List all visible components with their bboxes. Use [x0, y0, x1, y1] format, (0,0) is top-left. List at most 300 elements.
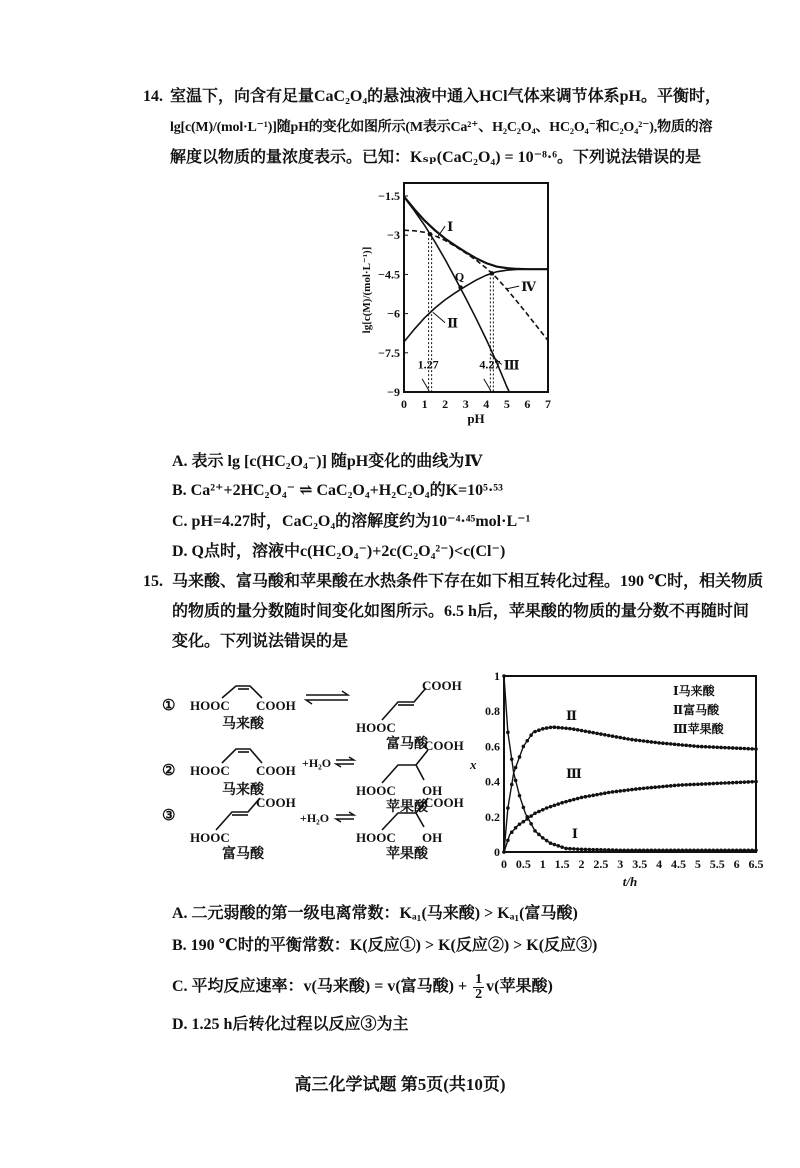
data-point — [723, 781, 727, 785]
data-point — [646, 786, 650, 790]
data-point — [692, 783, 696, 787]
data-point — [657, 741, 661, 745]
reaction-number: ③ — [162, 808, 176, 824]
data-point — [712, 782, 716, 786]
data-point — [642, 848, 646, 852]
data-point — [568, 847, 572, 851]
data-point — [607, 734, 611, 738]
data-point — [510, 783, 514, 787]
q15-option-d[interactable]: D. 1.25 h后转化过程以反应③为主 — [172, 1016, 409, 1033]
x-tick-label: 6.5 — [748, 857, 764, 871]
data-point — [688, 744, 692, 748]
data-point — [719, 746, 723, 750]
equilibrium-arrow-icon — [306, 691, 348, 704]
x-tick-label: 7 — [545, 397, 551, 411]
data-point — [576, 847, 580, 851]
point-q-label: Q — [454, 269, 465, 284]
annotation-label: 1.27 — [417, 357, 439, 372]
series-label-Ⅲ: Ⅲ — [566, 766, 582, 782]
data-point — [669, 848, 673, 852]
data-point — [735, 848, 739, 852]
x-tick-label: 1.5 — [554, 857, 570, 871]
group-label: HOOC — [356, 783, 396, 798]
data-point — [746, 780, 750, 784]
data-point — [595, 793, 599, 797]
data-point — [696, 782, 700, 786]
fraction-one-half — [473, 973, 484, 1002]
data-point — [677, 743, 681, 747]
data-point — [611, 790, 615, 794]
data-point — [746, 848, 750, 852]
data-point — [661, 741, 665, 745]
data-point — [572, 798, 576, 802]
equilibrium-arrow-icon — [336, 757, 354, 767]
data-point — [704, 782, 708, 786]
data-point — [518, 755, 522, 759]
y-tick-label: −3 — [387, 228, 400, 243]
x-tick-label: 4 — [656, 857, 663, 871]
data-point — [553, 725, 557, 729]
data-point — [603, 848, 607, 852]
data-point — [506, 806, 510, 810]
x-tick-label: 5.5 — [709, 857, 725, 871]
data-point — [750, 747, 754, 751]
intersection-point — [490, 271, 494, 275]
data-point — [584, 795, 588, 799]
data-point — [522, 806, 526, 810]
data-point — [669, 784, 673, 788]
data-point — [750, 848, 754, 852]
y-tick-label: 0.4 — [485, 774, 500, 789]
data-point — [634, 738, 638, 742]
group-label: OH — [422, 830, 443, 845]
data-point — [653, 785, 657, 789]
data-point — [518, 794, 522, 798]
data-point — [607, 848, 611, 852]
data-point — [541, 808, 545, 812]
data-point — [743, 780, 747, 784]
series-label-Ⅳ: Ⅳ — [521, 279, 536, 295]
water-label: +H₂O — [300, 811, 330, 825]
data-point — [719, 781, 723, 785]
data-point — [514, 779, 518, 783]
data-point — [630, 788, 634, 792]
group-label: HOOC — [356, 830, 396, 845]
data-point — [502, 850, 506, 854]
option-c-text-end: v(苹果酸) — [486, 978, 553, 996]
data-point — [739, 781, 743, 785]
data-point — [595, 732, 599, 736]
arrow-icon — [422, 379, 429, 391]
data-point — [735, 746, 739, 750]
group-label: OH — [422, 783, 443, 798]
series-line-Ⅰ — [404, 197, 548, 270]
data-point — [634, 848, 638, 852]
data-point — [727, 781, 731, 785]
series-label-Ⅰ: Ⅰ — [571, 825, 578, 841]
q15-stem-line3: 变化。下列说法错误的是 — [172, 633, 349, 650]
data-point — [638, 848, 642, 852]
q14-chart — [360, 180, 560, 430]
data-point — [665, 848, 669, 852]
data-point — [750, 780, 754, 784]
data-point — [739, 747, 743, 751]
group-label: COOH — [256, 795, 296, 810]
data-point — [727, 746, 731, 750]
point-q — [458, 285, 462, 289]
data-point — [576, 797, 580, 801]
data-point — [626, 848, 630, 852]
group-label: HOOC — [190, 830, 230, 845]
data-point — [715, 745, 719, 749]
water-label: +H₂O — [302, 756, 332, 770]
data-point — [533, 811, 537, 815]
data-point — [704, 745, 708, 749]
data-point — [556, 844, 560, 848]
data-point — [688, 783, 692, 787]
data-point — [599, 848, 603, 852]
data-point — [591, 731, 595, 735]
data-point — [595, 848, 599, 852]
q14-stem-line2: lg[c(M)/(mol·L⁻¹)]随pH的变化如图所示(M表示Ca²⁺、H₂C₂O₄、HC₂O₄⁻和C₂O₄²⁻),物质的溶 — [170, 120, 713, 135]
data-point — [529, 822, 533, 826]
maleic-skeleton — [222, 749, 262, 763]
data-point — [700, 782, 704, 786]
maleic-skeleton — [222, 686, 262, 698]
y-tick-label: 0 — [494, 845, 500, 859]
group-label: COOH — [256, 763, 296, 778]
x-tick-label: 1 — [421, 397, 428, 411]
data-point — [634, 787, 638, 791]
data-point — [576, 728, 580, 732]
q15-option-a[interactable]: A. 二元弱酸的第一级电离常数：Kₐ₁(马来酸) > Kₐ₁(富马酸) — [172, 905, 578, 922]
q14-option-d[interactable]: D. Q点时，溶液中c(HC₂O₄⁻)+2c(C₂O₄²⁻)<c(Cl⁻) — [172, 543, 506, 560]
data-point — [696, 745, 700, 749]
data-point — [584, 848, 588, 852]
data-point — [650, 740, 654, 744]
q15-option-c[interactable] — [172, 973, 752, 1002]
data-point — [700, 745, 704, 749]
data-point — [545, 839, 549, 843]
data-point — [541, 727, 545, 731]
data-point — [619, 789, 623, 793]
data-point — [626, 788, 630, 792]
compound-name: 富马酸 — [222, 847, 264, 860]
data-point — [568, 799, 572, 803]
data-point — [572, 847, 576, 851]
group-label: HOOC — [356, 720, 396, 735]
data-point — [537, 728, 541, 732]
data-point — [580, 848, 584, 852]
data-point — [681, 743, 685, 747]
data-point — [692, 848, 696, 852]
data-point — [665, 742, 669, 746]
data-point — [696, 848, 700, 852]
data-point — [615, 790, 619, 794]
data-point — [704, 848, 708, 852]
data-point — [533, 829, 537, 833]
data-point — [684, 783, 688, 787]
data-point — [541, 836, 545, 840]
fraction-denominator: 2 — [475, 987, 483, 1002]
x-tick-label: 3 — [617, 857, 624, 871]
y-tick-label: −6 — [387, 306, 400, 321]
data-point — [673, 742, 677, 746]
y-tick-label: −1.5 — [378, 189, 400, 203]
compound-name: 富马酸 — [386, 737, 428, 752]
data-point — [739, 848, 743, 852]
data-point — [754, 848, 758, 852]
data-point — [619, 736, 623, 740]
data-point — [564, 847, 568, 851]
compound-name: 苹果酸 — [386, 847, 428, 860]
data-point — [754, 747, 758, 751]
data-point — [615, 735, 619, 739]
x-tick-label: 6 — [524, 397, 531, 411]
data-point — [650, 786, 654, 790]
data-point — [692, 744, 696, 748]
data-point — [684, 848, 688, 852]
data-point — [525, 739, 529, 743]
q15-option-b[interactable]: B. 190 ℃时的平衡常数：K(反应①) > K(反应②) > K(反应③) — [172, 937, 598, 954]
data-point — [688, 848, 692, 852]
x-tick-label: 0 — [401, 397, 407, 411]
reaction-1 — [162, 678, 462, 752]
y-tick-label: −7.5 — [378, 345, 400, 360]
x-tick-label: 0 — [501, 857, 507, 871]
data-point — [646, 848, 650, 852]
group-label: COOH — [424, 738, 464, 753]
data-point — [560, 726, 564, 730]
data-point — [556, 802, 560, 806]
data-point — [553, 804, 557, 808]
x-tick-label: 5 — [503, 397, 510, 411]
x-tick-label: 5 — [694, 857, 701, 871]
q14-option-c[interactable]: C. pH=4.27时，CaC₂O₄的溶解度约为10⁻⁴·⁴⁵mol·L⁻¹ — [172, 513, 531, 530]
data-point — [708, 782, 712, 786]
q15-stem-line2: 的物质的量分数随时间变化如图所示。6.5 h后，苹果酸的物质的量分数不再随时间 — [172, 603, 749, 620]
series-line-Ⅲ — [504, 782, 756, 852]
data-point — [646, 740, 650, 744]
data-point — [572, 727, 576, 731]
y-tick-label: −9 — [387, 385, 400, 399]
x-axis-label: pH — [467, 411, 485, 426]
data-point — [681, 783, 685, 787]
data-point — [611, 848, 615, 852]
data-point — [657, 848, 661, 852]
intersection-point — [428, 232, 432, 236]
data-point — [545, 806, 549, 810]
data-point — [684, 744, 688, 748]
data-point — [584, 729, 588, 733]
data-point — [712, 848, 716, 852]
equilibrium-arrow-icon — [336, 812, 354, 822]
data-point — [545, 726, 549, 730]
y-axis-label: x — [470, 757, 477, 772]
data-point — [514, 826, 518, 830]
group-label: COOH — [256, 698, 296, 713]
data-point — [657, 785, 661, 789]
group-label: COOH — [424, 795, 464, 810]
x-tick-label: 4.5 — [670, 857, 686, 871]
data-point — [669, 742, 673, 746]
data-point — [510, 830, 514, 834]
data-point — [754, 780, 758, 784]
legend-entry: Ⅰ马来酸 — [673, 684, 715, 698]
series-label-Ⅱ: Ⅱ — [566, 708, 577, 723]
page-footer: 高三化学试题 第5页(共10页) — [294, 1075, 506, 1094]
data-point — [653, 741, 657, 745]
data-point — [556, 726, 560, 730]
series-label-Ⅱ: Ⅱ — [447, 315, 459, 331]
data-point — [510, 758, 514, 762]
fumaric-skeleton — [382, 688, 426, 720]
data-point — [502, 674, 506, 678]
x-tick-label: 2 — [442, 397, 449, 411]
y-tick-label: −4.5 — [378, 267, 400, 282]
series-label-Ⅲ: Ⅲ — [503, 357, 520, 373]
data-point — [642, 739, 646, 743]
reaction-number: ② — [162, 763, 176, 779]
data-point — [661, 848, 665, 852]
data-point — [591, 794, 595, 798]
data-point — [525, 817, 529, 821]
data-point — [723, 848, 727, 852]
data-point — [673, 848, 677, 852]
data-point — [653, 848, 657, 852]
fumaric-skeleton — [216, 798, 260, 830]
data-point — [746, 747, 750, 751]
data-point — [580, 729, 584, 733]
q14-option-b[interactable]: B. Ca²⁺+2HC₂O₄⁻ ⇌ CaC₂O₄+H₂C₂O₄的K=10⁵·⁵³ — [172, 482, 503, 499]
data-point — [611, 734, 615, 738]
q14-number: 14. — [143, 88, 163, 105]
x-tick-label: 2.5 — [593, 857, 609, 871]
data-point — [607, 791, 611, 795]
data-point — [533, 730, 537, 734]
data-point — [514, 766, 518, 770]
x-tick-label: 1 — [539, 857, 546, 871]
data-point — [723, 746, 727, 750]
q14-stem-line1: 室温下，向含有足量CaC₂O₄的悬浊液中通入HCl气体来调节体系pH。平衡时， — [170, 88, 721, 105]
compound-name: 马来酸 — [222, 783, 264, 798]
data-point — [599, 732, 603, 736]
data-point — [529, 814, 533, 818]
data-point — [587, 794, 591, 798]
group-label: COOH — [422, 678, 462, 693]
x-tick-label: 4 — [483, 397, 490, 411]
data-point — [506, 838, 510, 842]
q14-option-a[interactable]: A. 表示 lg [c(HC₂O₄⁻)] 随pH变化的曲线为Ⅳ — [172, 453, 483, 470]
data-point — [731, 746, 735, 750]
legend-entry: Ⅲ苹果酸 — [673, 722, 724, 736]
malic-skeleton — [382, 750, 428, 783]
data-point — [537, 810, 541, 814]
data-point — [630, 738, 634, 742]
q15-number: 15. — [143, 573, 163, 590]
data-point — [564, 726, 568, 730]
data-point — [708, 745, 712, 749]
data-point — [677, 783, 681, 787]
compound-name: 苹果酸 — [386, 800, 428, 815]
x-axis-label: t/h — [622, 874, 638, 889]
data-point — [642, 786, 646, 790]
y-tick-label: 0.2 — [485, 809, 500, 824]
x-tick-label: 2 — [578, 857, 585, 871]
data-point — [529, 733, 533, 737]
q15-chart — [455, 665, 785, 890]
data-point — [603, 733, 607, 737]
data-point — [743, 848, 747, 852]
x-tick-label: 3 — [462, 397, 469, 411]
data-point — [727, 848, 731, 852]
data-point — [615, 848, 619, 852]
legend-entry: Ⅱ富马酸 — [673, 703, 720, 717]
q14-stem-line3: 解度以物质的量浓度表示。已知：Kₛₚ(CaC₂O₄) = 10⁻⁸·⁶。下列说法错误的是 — [170, 149, 702, 166]
data-point — [553, 843, 557, 847]
data-point — [626, 737, 630, 741]
data-point — [549, 805, 553, 809]
data-point — [587, 730, 591, 734]
data-point — [522, 820, 526, 824]
leader-line — [507, 286, 519, 289]
group-label: HOOC — [190, 698, 230, 713]
y-axis-label: lg[c(M)/(mol·L⁻¹)] — [361, 246, 373, 334]
data-point — [715, 848, 719, 852]
data-point — [549, 726, 553, 730]
data-point — [568, 727, 572, 731]
data-point — [638, 787, 642, 791]
data-point — [638, 739, 642, 743]
data-point — [677, 848, 681, 852]
data-point — [650, 848, 654, 852]
data-point — [587, 848, 591, 852]
data-point — [549, 841, 553, 845]
data-point — [622, 789, 626, 793]
data-point — [537, 833, 541, 837]
data-point — [619, 848, 623, 852]
data-point — [560, 801, 564, 805]
reaction-scheme — [160, 670, 480, 860]
y-tick-label: 1 — [494, 669, 500, 683]
data-point — [522, 745, 526, 749]
data-point — [661, 785, 665, 789]
data-point — [580, 796, 584, 800]
data-point — [708, 848, 712, 852]
leader-line — [433, 312, 445, 322]
option-c-text: C. 平均反应速率：v(马来酸) = v(富马酸) + — [172, 978, 468, 996]
data-point — [715, 782, 719, 786]
group-label: HOOC — [190, 763, 230, 778]
data-point — [700, 848, 704, 852]
x-tick-label: 6 — [733, 857, 740, 871]
fraction-numerator: 1 — [475, 972, 483, 987]
data-point — [622, 848, 626, 852]
data-point — [743, 747, 747, 751]
data-point — [591, 848, 595, 852]
data-point — [731, 781, 735, 785]
x-tick-label: 3.5 — [632, 857, 648, 871]
y-tick-label: 0.8 — [485, 704, 500, 719]
q15-stem-line1: 马来酸、富马酸和苹果酸在水热条件下存在如下相互转化过程。190 ℃时，相关物质 — [172, 573, 764, 590]
data-point — [665, 784, 669, 788]
reaction-number: ① — [162, 698, 176, 714]
data-point — [673, 784, 677, 788]
data-point — [731, 848, 735, 852]
y-tick-label: 0.6 — [485, 739, 500, 754]
compound-name: 马来酸 — [222, 717, 264, 732]
data-point — [719, 848, 723, 852]
